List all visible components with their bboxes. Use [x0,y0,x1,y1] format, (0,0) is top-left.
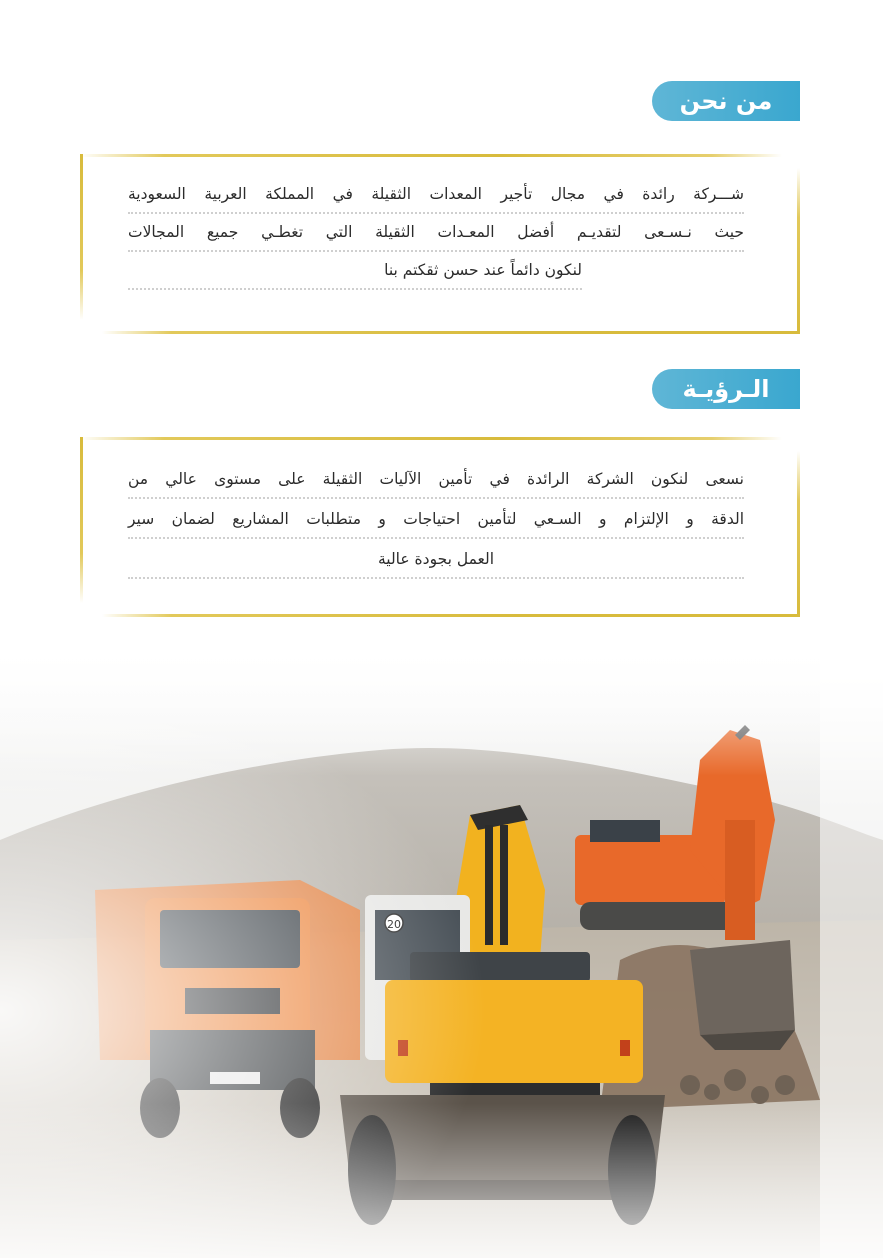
vision-heading [652,369,800,409]
vision-card [80,437,800,617]
heavy-equipment-photo [0,640,883,1258]
about-line-3: لنكون دائماً عند حسن ثقكتم بنا [128,254,582,290]
vision-line-2: الدقة و الإلتزام و السـعي لتأمين احتياجات و متطلبات المشاريع لضمان سير [128,503,744,539]
about-frame-top [80,154,782,157]
about-frame-bottom [102,331,800,334]
about-line-2: حيث نـسـعى لتقديـم أفضل المعـدات الثقيلة التي تغطـي جميع المجالات [128,216,744,252]
vision-line-3: العمل بجودة عالية [128,543,744,579]
vision-heading-text: الـرؤيـة [682,375,770,403]
about-frame-right [797,168,800,334]
about-line-1: شـــركة رائدة في مجال تأجير المعدات الثقيلة في المملكة العربية السعودية [128,178,744,214]
about-heading [652,81,800,121]
about-line-3-dots [128,254,346,290]
vision-frame-top [80,437,782,440]
vision-frame-right [797,451,800,617]
about-heading-text: من نحن [679,87,773,115]
vision-line-1: نسعى لنكون الشركة الرائدة في تأمين الآليات الثقيلة على مستوى عالي من [128,463,744,499]
about-card [80,154,800,334]
vision-frame-left [80,437,83,603]
about-frame-left [80,154,83,320]
vision-frame-bottom [102,614,800,617]
